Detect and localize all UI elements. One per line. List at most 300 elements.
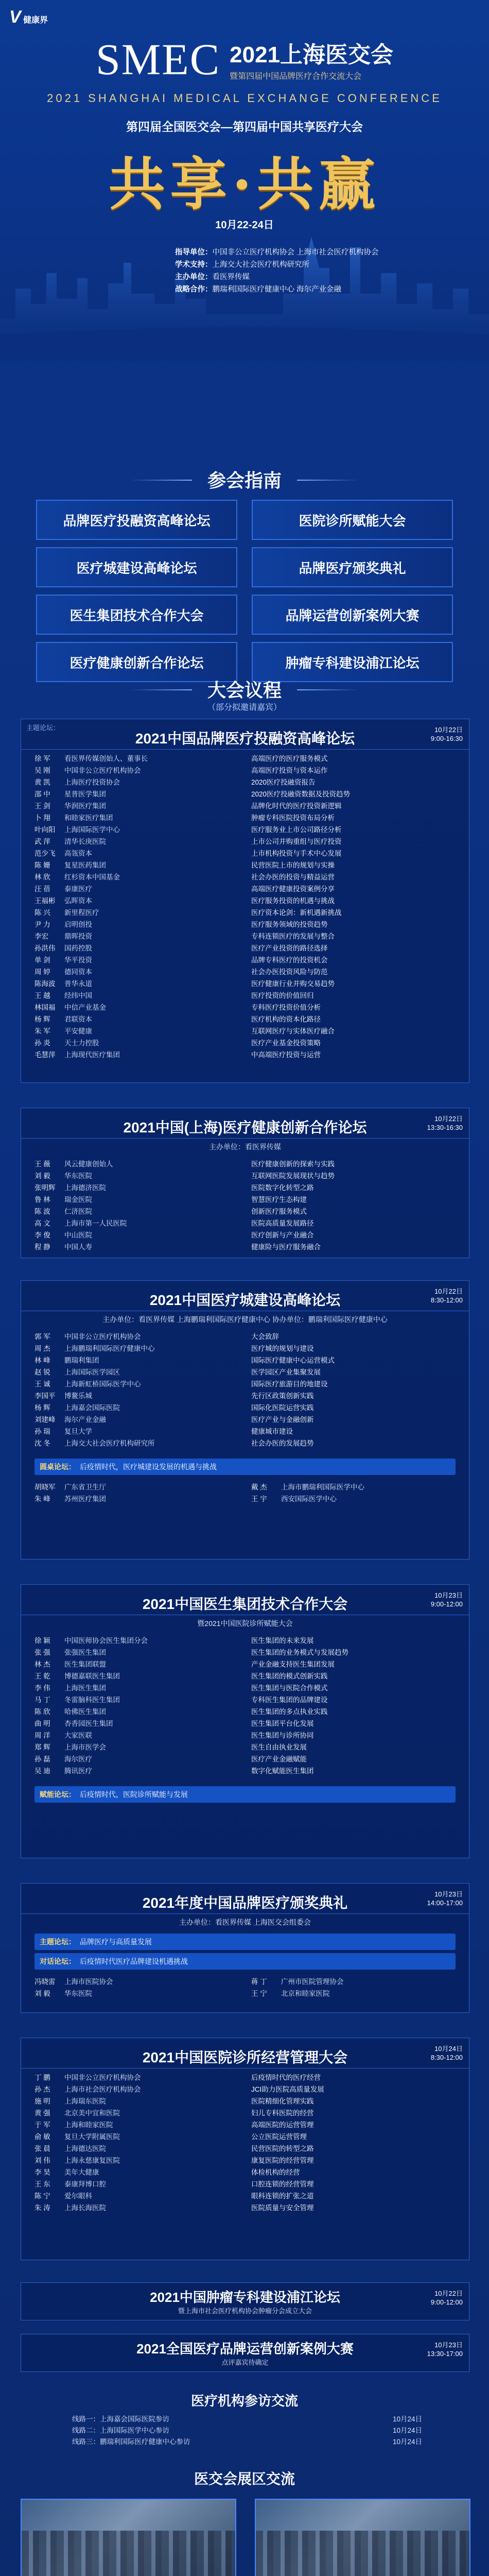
guide-item[interactable]: 医生集团技术合作大会	[36, 595, 237, 635]
speaker-org: 平安健康	[64, 1027, 92, 1035]
speaker	[34, 1194, 239, 1206]
speech-topic: 医疗城的规划与建设	[251, 1345, 314, 1352]
speaker-name: 沈 冬	[34, 1439, 50, 1447]
speech-topic: 国际化医院运营实践	[251, 1404, 314, 1412]
speaker	[34, 788, 239, 800]
speaker	[34, 1647, 239, 1658]
speaker	[34, 1049, 239, 1061]
speaker-name: 朱 军	[34, 1027, 50, 1035]
speaker-org: 中山医院	[64, 1231, 92, 1239]
speaker-name: 王 乾	[34, 1672, 50, 1680]
speaker-name: 高 文	[34, 1219, 50, 1227]
guide-item[interactable]: 医疗健康创新合作论坛	[36, 642, 237, 682]
conference-name: 2021上海医交会	[230, 42, 394, 67]
speaker-name: 孙 磊	[34, 1755, 50, 1763]
speaker-name: 陈 宁	[34, 2192, 50, 2200]
guide-item[interactable]: 品牌运营创新案例大赛	[252, 595, 453, 635]
speaker-name: 卜 翔	[34, 814, 50, 822]
speaker	[34, 2178, 239, 2190]
speaker-org: 上海医疗投资协会	[64, 778, 120, 786]
speaker-name: 黄 强	[34, 2109, 50, 2117]
speaker-org: 上海嘉会国际医院	[64, 1404, 120, 1412]
speaker-name: 周 婷	[34, 968, 50, 976]
speaker	[34, 836, 239, 848]
forum-title: 2021中国肿瘤专科建设浦江论坛	[150, 2290, 340, 2305]
panelist-org: 上海市医院协会	[64, 1978, 113, 1986]
speech-topic: 眼科连锁的扩张之道	[251, 2192, 314, 2200]
speech-topic: 中高端医疗投资与运营	[251, 1051, 321, 1059]
speaker-org: 看医界传媒创始人、董事长	[64, 755, 148, 762]
speaker-org: 中国非公立医疗机构协会	[64, 1333, 141, 1341]
speaker	[34, 2119, 239, 2131]
speaker-org: 博德嘉联医生集团	[64, 1672, 120, 1680]
speaker-name: 孙 瑞	[34, 1428, 50, 1435]
speaker	[34, 2190, 239, 2202]
speaker-org: 上海市第一人民医院	[64, 1219, 127, 1227]
panelist-org: 广东省卫生厅	[64, 1483, 106, 1491]
speech-topic: 医生集团的模式创新实践	[251, 1672, 328, 1680]
speaker	[34, 1402, 239, 1414]
speaker	[34, 2095, 239, 2107]
speaker	[34, 824, 239, 836]
panelist-name: 刘 毅	[34, 1990, 50, 1997]
speech-topic: 专科连锁医疗的发展与整合	[251, 933, 335, 940]
speaker-name: 丁 鹏	[34, 2074, 50, 2081]
speaker	[34, 1658, 239, 1670]
organizers	[175, 246, 379, 296]
speech-topic: 医疗机构的资本化路径	[251, 1015, 321, 1023]
speaker	[34, 2166, 239, 2178]
speaker-name: 孙洪伟	[34, 944, 56, 952]
speaker-list	[21, 750, 469, 1067]
speech-topic: 品牌化时代的医疗投资新逻辑	[251, 802, 342, 810]
speaker	[34, 1182, 239, 1194]
speech-topic: 国际医疗健康中心运营模式	[251, 1357, 335, 1364]
speaker-org: 张强医生集团	[64, 1649, 106, 1656]
speaker-org: 海尔产业金融	[64, 1416, 106, 1423]
forum-investment: 主题论坛： 2021中国品牌医疗投融资高峰论坛 10月22日 9:00-16:30 徐 军 看医界传媒创始人、董事长 高端医疗的医疗服务模式 吴 刚 中国非公立医疗机构协会 高端医疗投资与资本运作 黄 凯 上海医疗投资协会 2020医疗投融资报告 邵 中 星普医学集团 2020医疗投融资数据及投资趋势 王 剑 华润医疗集团 品牌化时代的医疗投资新逻辑 卜 翔 和睦家医疗集团 肿瘤专科医院投资布局分析 叶向阳 上海国际医学中心 医疗服务业上市公司路径分析 武 萍 清华长庚医院 上市公司并购重组与医疗投资 范少飞 高瓴资本 上市机构投资与手术中心发展 陈 姗 复星医药集团 民营医院上市的规划与实操 林 欣 红杉资本中国基金 社会办医的投资与精益运营 汪 蓓 泰康医疗 高端医疗健康投资案例分享 王福彬 弘晖资本 医疗服务投资的机遇与挑战 陈 兴 新里程医疗 医疗资本论剑：新机遇新挑战 尹 力 启明创投 医疗服务领域的投资趋势 李宏 鼎晖投资 专科连锁医疗的发展与整合 孙洪伟 国药控股 医疗产业投资的路径选择 单 剑 华平投资 品牌专科医疗的投资机会 周 婷 德同资本 社会办医投资风险与防范 陈海波 普华永道 医疗健康行业并购交易趋势 王 越 经纬中国 医疗投资的价值回归 林国福 中信产业基金 专科医疗投资价值分析 杨 辉 君联资本 医疗机构的资本化路径 朱 军 平安健康 互联网医疗与实体医疗融合 孙 炎 天士力控股 医疗产业基金投资策略 毛慧萍 上海现代医疗集团 中高端医疗投资与运营	[21, 719, 469, 1083]
forum-doctor-group	[21, 1584, 469, 1858]
speaker-name: 林 峰	[34, 1357, 50, 1364]
speaker-name: 邵 中	[34, 790, 50, 798]
speaker-org: 复旦大学	[64, 1428, 92, 1435]
speech-topic: 高端医院的运营管理	[251, 2121, 314, 2129]
panelist	[34, 1988, 239, 1999]
panelist-name: 冯晓雷	[34, 1978, 56, 1986]
speech-topic: 医疗服务领域的投资趋势	[251, 921, 328, 928]
speech-topic: 医生自由执业发展	[251, 1743, 307, 1751]
panelist-name: 蒋 丁	[251, 1978, 267, 1986]
speaker	[34, 1013, 239, 1025]
speaker-name: 孙 杰	[34, 2086, 50, 2093]
organizer-row: 学术支持：上海交大社会医疗机构研究所	[175, 261, 309, 269]
speaker-name: 王福彬	[34, 897, 56, 905]
speaker	[34, 1635, 239, 1647]
speaker-org: 星普医学集团	[64, 790, 106, 798]
speaker-org: 上海国际医学中心	[64, 826, 120, 834]
speaker	[34, 1037, 239, 1049]
speech-topic: 医疗创新与产业融合	[251, 1231, 314, 1239]
speaker	[34, 1170, 239, 1182]
expo-photo	[21, 2499, 236, 2576]
speaker-name: 郭 军	[34, 1333, 50, 1341]
forum-title: 2021中国医院诊所经营管理大会	[142, 2049, 348, 2065]
speaker	[34, 883, 239, 895]
speech-topic: 医学园区产业集聚发展	[251, 1368, 321, 1376]
speech-topic: 社会办医的发展趋势	[251, 1439, 314, 1447]
speaker-org: 上海市社会医疗机构协会	[64, 2086, 141, 2093]
speaker-name: 黄 凯	[34, 778, 50, 786]
speaker-name: 范少飞	[34, 850, 56, 857]
speaker-org: 红杉资本中国基金	[64, 873, 120, 881]
speech-topic: 康复医院的经营管理	[251, 2157, 314, 2164]
speaker-org: 瑞金医院	[64, 1196, 92, 1204]
panelist	[251, 1481, 456, 1493]
speaker-org: 泰康拜博口腔	[64, 2180, 106, 2188]
speaker-org: 泰康医疗	[64, 885, 92, 893]
speech-topic: 医疗产业金融赋能	[251, 1755, 307, 1763]
speaker-name: 吴 刚	[34, 767, 50, 774]
speaker	[34, 978, 239, 990]
speech-topic: 2020医疗投融资报告	[251, 778, 316, 786]
speaker-name: 曲 明	[34, 1720, 50, 1727]
speaker-name: 叶向阳	[34, 826, 56, 834]
conference-date: 10月22-24日	[215, 219, 274, 231]
speaker-name: 陈 波	[34, 1208, 50, 1215]
speaker	[34, 1390, 239, 1402]
speaker-org: 国药控股	[64, 944, 92, 952]
speaker-org: 美年大健康	[64, 2168, 99, 2176]
speech-topic: 医疗投资的价值回归	[251, 992, 314, 999]
speaker-org: 鼎晖投资	[64, 933, 92, 940]
speaker	[34, 2072, 239, 2083]
speaker	[34, 966, 239, 978]
panelist-org: 上海市鹏瑞利国际医学中心	[281, 1483, 364, 1491]
guide-grid	[36, 500, 453, 682]
panelist-name: 胡晓军	[34, 1483, 56, 1491]
speech-topic: 肿瘤专科医院投资布局分析	[251, 814, 335, 822]
speaker-org: 启明创投	[64, 921, 92, 928]
speaker-name: 王 诚	[34, 1380, 50, 1388]
speaker	[34, 1682, 239, 1694]
guide-title: 参会指南	[0, 466, 489, 493]
dialogue-band: 对话论坛： 后疫情时代医疗品牌建设机遇挑战	[34, 1953, 456, 1970]
speaker	[34, 1378, 239, 1390]
speaker-org: 爱尔眼科	[64, 2192, 92, 2200]
speaker	[34, 1694, 239, 1706]
speaker	[34, 1206, 239, 1217]
speech-topic: 医生集团与医院合作模式	[251, 1684, 328, 1692]
speaker-name: 李 俊	[34, 1231, 50, 1239]
speaker-name: 陈 姗	[34, 861, 50, 869]
speaker-org: 复星医药集团	[64, 861, 106, 869]
forum-case-contest	[21, 2334, 469, 2372]
speaker-name: 徐 颖	[34, 1637, 50, 1645]
speaker	[34, 907, 239, 919]
speaker-org: 君联资本	[64, 1015, 92, 1023]
panelist	[251, 1988, 456, 1999]
speech-topic: 品牌专科医疗的投资机会	[251, 956, 328, 964]
speaker	[34, 1414, 239, 1426]
slogan: 共享·共赢	[108, 151, 381, 217]
speaker-name: 尹 力	[34, 921, 50, 928]
forum-title: 2021中国医疗城建设高峰论坛	[149, 1292, 341, 1308]
panelist-name: 王 宁	[251, 1990, 267, 1997]
speaker	[34, 2107, 239, 2119]
guide-item[interactable]: 品牌医疗投融资高峰论坛	[36, 500, 237, 540]
speaker	[34, 1241, 239, 1253]
speaker	[34, 2202, 239, 2214]
speech-topic: 妇儿专科医院的经营	[251, 2109, 314, 2117]
speech-topic: 医生集团的业务模式与发展趋势	[251, 1649, 348, 1656]
speaker	[34, 1354, 239, 1366]
speaker-list	[21, 1328, 469, 1455]
empower-band: 赋能论坛： 后疫情时代，医院诊所赋能与发展	[34, 1786, 456, 1803]
forum-time: 10月22日 9:00-16:30	[430, 726, 463, 742]
speaker	[34, 812, 239, 824]
speaker-org: 华平投资	[64, 956, 92, 964]
speaker-org: 医生集团联盟	[64, 1660, 106, 1668]
speaker-org: 华润医疗集团	[64, 802, 106, 810]
speaker-name: 郑 辉	[34, 1743, 50, 1751]
speaker-name: 杨 辉	[34, 1015, 50, 1023]
speaker-org: 大家医联	[64, 1732, 92, 1739]
guide-item[interactable]: 品牌医疗颁奖典礼	[252, 547, 453, 587]
speaker-org: 博鳌乐城	[64, 1392, 92, 1400]
speech-topic: JCI助力医院高质量发展	[251, 2086, 324, 2093]
forum-host: 主办单位：看医界传媒 上海鹏瑞利国际医疗健康中心 协办单位：鹏瑞利国际医疗健康中心	[102, 1315, 388, 1324]
speech-topic: 医院高质量发展路径	[251, 1219, 314, 1227]
speaker	[34, 1343, 239, 1354]
speech-topic: 医疗健康行业并购交易趋势	[251, 980, 335, 988]
speech-topic: 医疗产业投资的路径选择	[251, 944, 328, 952]
speaker	[34, 954, 239, 966]
speech-topic: 后疫情时代的医疗经营	[251, 2074, 321, 2081]
panelist	[251, 1493, 456, 1505]
speech-topic: 上市公司并购重组与医疗投资	[251, 838, 342, 845]
speech-topic: 医院数字化转型之路	[251, 1184, 314, 1192]
speaker-org: 天士力控股	[64, 1039, 99, 1047]
speaker	[34, 1331, 239, 1343]
speech-topic: 2020医疗投融资数据及投资趋势	[251, 790, 351, 798]
speaker-org: 哈佛医生集团	[64, 1708, 106, 1716]
theme-band: 主题论坛： 品牌医疗与高质量发展	[34, 1934, 456, 1950]
speaker	[34, 930, 239, 942]
speech-topic: 医疗服务业上市公司路径分析	[251, 826, 342, 834]
guide-item[interactable]: 医疗城建设高峰论坛	[36, 547, 237, 587]
conference-title	[0, 35, 489, 84]
panelist-org: 广州市医院管理协会	[281, 1978, 344, 1986]
speaker-name: 周 洋	[34, 1732, 50, 1739]
panel-list	[21, 1478, 469, 1511]
speaker-org: 上海德达医院	[64, 2145, 106, 2153]
guide-item[interactable]: 医院诊所赋能大会	[252, 500, 453, 540]
speaker-org: 北京美中宜和医院	[64, 2109, 120, 2117]
speaker-org: 上海交大社会医疗机构研究所	[64, 1439, 155, 1447]
visit-title: 医疗机构参访交流	[190, 2393, 298, 2409]
forum-management	[21, 2038, 469, 2260]
forum-title: 2021中国(上海)医疗健康创新合作论坛	[123, 1120, 367, 1136]
speaker-org: 上海新虹桥国际医学中心	[64, 1380, 141, 1388]
speech-topic: 医疗资本论剑：新机遇新挑战	[251, 909, 342, 917]
speaker	[34, 2083, 239, 2095]
forum-innovation	[21, 1108, 469, 1258]
speech-topic: 大会致辞	[251, 1333, 279, 1341]
speaker-org: 清华长庚医院	[64, 838, 106, 845]
speech-topic: 口腔连锁的经营管理	[251, 2180, 314, 2188]
speaker	[34, 2143, 239, 2155]
speaker-name: 赵 锐	[34, 1368, 50, 1376]
speaker-org: 风云健康创始人	[64, 1160, 113, 1168]
speaker	[34, 1706, 239, 1718]
speech-topic: 数字化赋能医生集团	[251, 1767, 314, 1775]
speaker	[34, 1670, 239, 1682]
agenda-note: （部分拟邀请嘉宾）	[207, 703, 282, 712]
forum-time: 10月22日 8:30-12:00	[430, 1287, 463, 1304]
speech-topic: 高端医疗健康投资案例分享	[251, 885, 335, 893]
organizer-row: 主办单位：看医界传媒	[175, 273, 250, 281]
speaker-org: 上海国际医学园区	[64, 1368, 120, 1376]
speaker-org: 中信产业基金	[64, 1004, 106, 1011]
speaker-name: 张 晨	[34, 2145, 50, 2153]
panelist	[34, 1493, 239, 1505]
speaker-name: 王 越	[34, 992, 50, 999]
speaker-name: 李国平	[34, 1392, 56, 1400]
speaker-name: 单 剑	[34, 956, 50, 964]
speaker-org: 上海德济医院	[64, 1184, 106, 1192]
panelist-org: 苏州医疗集团	[64, 1495, 106, 1503]
visit-route: 线路三：鹏瑞利国际医疗健康中心参访 10月24日	[72, 2438, 422, 2446]
speaker-name: 鲁 林	[34, 1196, 50, 1204]
panelist	[251, 1976, 456, 1988]
speaker-org: 上海永慈康复医院	[64, 2157, 120, 2164]
speaker	[34, 1025, 239, 1037]
speaker-name: 林 欣	[34, 873, 50, 881]
speaker-name: 陈 兴	[34, 909, 50, 917]
speaker-name: 毛慧萍	[34, 1051, 56, 1059]
speaker-org: 中国人寿	[64, 1243, 92, 1251]
speaker-name: 吴 迪	[34, 1767, 50, 1775]
speech-topic: 互联网医疗与实体医疗融合	[251, 1027, 335, 1035]
speaker-org: 复旦大学附属医院	[64, 2133, 120, 2141]
forum-awards	[21, 1883, 469, 2013]
speech-topic: 先行区政策创新实践	[251, 1392, 314, 1400]
speech-topic: 专科医生集团的品牌建设	[251, 1696, 328, 1704]
forum-time: 10月24日 8:30-12:00	[430, 2045, 463, 2061]
speech-topic: 公立医院运营管理	[251, 2133, 307, 2141]
speech-topic: 医院质量与安全管理	[251, 2204, 314, 2212]
speaker	[34, 1753, 239, 1765]
speech-topic: 国际医疗旅游目的地建设	[251, 1380, 328, 1388]
speech-topic: 医生集团与诊所协同	[251, 1732, 314, 1739]
speaker-name: 马 丁	[34, 1696, 50, 1704]
forum-host: 主办单位：看医界传媒 上海医交会组委会	[179, 1918, 311, 1926]
speaker	[34, 942, 239, 954]
speaker	[34, 1437, 239, 1449]
speaker-org: 普华永道	[64, 980, 92, 988]
speaker-list	[21, 1155, 469, 1259]
speech-topic: 上市机构投资与手术中心发展	[251, 850, 342, 857]
forum-subtitle: 暨上海市社会医疗机构协会肿瘤分会成立大会	[178, 2307, 312, 2315]
speaker	[34, 859, 239, 871]
speaker-org: 中国医师协会医生集团分会	[64, 1637, 148, 1645]
speaker	[34, 1366, 239, 1378]
speaker-org: 弘晖资本	[64, 897, 92, 905]
forum-time: 10月23日 13:30-17:00	[427, 2341, 463, 2358]
panelist-name: 王 宇	[251, 1495, 267, 1503]
expo-photo	[255, 2499, 470, 2576]
speaker-org: 中国非公立医疗机构协会	[64, 767, 141, 774]
speaker-name: 程 静	[34, 1243, 50, 1251]
speaker-org: 仁济医院	[64, 1208, 92, 1215]
forum-medical-city	[21, 1280, 469, 1560]
panelist-org: 华东医院	[64, 1990, 92, 1997]
speaker-name: 杨 辉	[34, 1404, 50, 1412]
speech-topic: 社会办医的投资与精益运营	[251, 873, 335, 881]
speaker	[34, 776, 239, 788]
speech-topic: 医生集团的未来发展	[251, 1637, 314, 1645]
forum-time: 10月23日 9:00-12:00	[430, 1591, 463, 1608]
speech-topic: 高端医疗投资与资本运作	[251, 767, 328, 774]
forum-time: 10月22日 9:00-12:00	[430, 2290, 463, 2306]
panel-list	[21, 1973, 469, 2006]
forum-host: 主办单位：看医界传媒	[209, 1143, 281, 1151]
speaker-name: 陈 欣	[34, 1708, 50, 1716]
forum-title: 2021年度中国品牌医疗颁奖典礼	[142, 1895, 348, 1911]
speaker-org: 腾讯医疗	[64, 1767, 92, 1775]
speaker	[34, 895, 239, 907]
speaker-name: 汪 蓓	[34, 885, 50, 893]
speaker-name: 武 萍	[34, 838, 50, 845]
speaker	[34, 990, 239, 1002]
speaker-name: 刘建峰	[34, 1416, 56, 1423]
brand-logo: V 健康界	[9, 7, 48, 27]
speaker-org: 经纬中国	[64, 992, 92, 999]
speaker-name: 林 杰	[34, 1660, 50, 1668]
speech-topic: 社会办医投资风险与防范	[251, 968, 328, 976]
forum-time: 10月22日 13:30-16:30	[427, 1115, 463, 1131]
forum-title: 2021中国医生集团技术合作大会	[142, 1596, 348, 1612]
speech-topic: 医生集团平台化发展	[251, 1720, 314, 1727]
forum-oncology	[21, 2282, 469, 2320]
speaker-org: 华东医院	[64, 1172, 92, 1180]
speaker	[34, 765, 239, 776]
speech-topic: 产业金融支持医生集团发展	[251, 1660, 335, 1668]
speaker-org: 和睦家医疗集团	[64, 814, 113, 822]
speaker	[34, 848, 239, 859]
speech-topic: 民营医院上市的规划与实操	[251, 861, 335, 869]
speaker	[34, 2131, 239, 2143]
speaker-name: 林国福	[34, 1004, 56, 1011]
forum-subtitle: 点评嘉宾待确定	[221, 2359, 269, 2366]
speaker-name: 李宏	[34, 933, 48, 940]
speech-topic: 医疗服务投资的机遇与挑战	[251, 897, 335, 905]
speaker	[34, 919, 239, 930]
speaker	[34, 1158, 239, 1170]
speaker	[34, 1730, 239, 1741]
speech-topic: 医疗健康创新的探索与实践	[251, 1160, 335, 1168]
visit-route: 线路一：上海嘉会国际医院参访 10月24日	[72, 2415, 422, 2423]
speaker-org: 海尔医疗	[64, 1755, 92, 1763]
speaker-org: 德同资本	[64, 968, 92, 976]
speaker-name: 徐 军	[34, 755, 50, 762]
speech-topic: 高端医疗的医疗服务模式	[251, 755, 328, 762]
panelist	[34, 1481, 239, 1493]
speaker	[34, 1741, 239, 1753]
guide-item[interactable]: 肿瘤专科建设浦江论坛	[252, 642, 453, 682]
speech-topic: 医院精细化管理实践	[251, 2097, 314, 2105]
speaker-name: 王 东	[34, 2180, 50, 2188]
